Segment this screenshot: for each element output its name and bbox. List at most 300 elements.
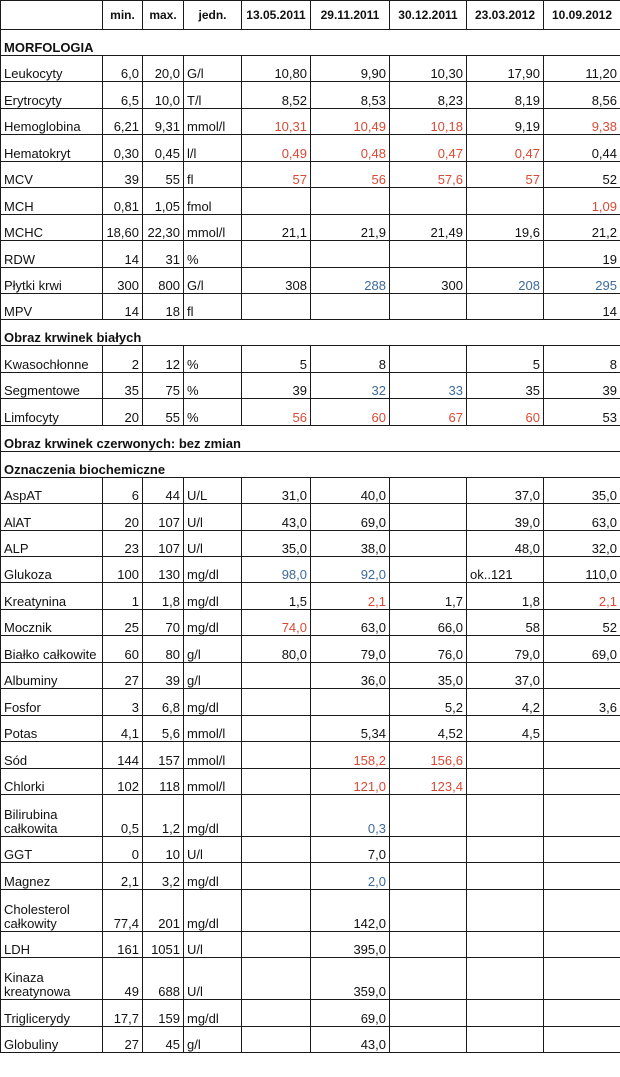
unit-cell: mmol/l xyxy=(184,742,242,768)
test-name-cell: MPV xyxy=(1,293,103,319)
max-value-cell: 55 xyxy=(143,399,184,425)
result-cell: 92,0 xyxy=(311,557,390,583)
result-cell: 359,0 xyxy=(311,958,390,1000)
test-name-cell: Chlorki xyxy=(1,768,103,794)
max-value-cell: 18 xyxy=(143,293,184,319)
max-value-cell: 6,8 xyxy=(143,689,184,715)
max-value-cell: 0,45 xyxy=(143,135,184,161)
max-value-cell: 75 xyxy=(143,372,184,398)
min-value-cell: 14 xyxy=(103,293,143,319)
result-cell: 8,19 xyxy=(467,82,544,108)
max-value-cell: 118 xyxy=(143,768,184,794)
result-cell xyxy=(544,889,620,931)
result-cell: 5,34 xyxy=(311,715,390,741)
unit-cell: U/l xyxy=(184,836,242,862)
min-value-cell: 35 xyxy=(103,372,143,398)
table-row xyxy=(1,82,620,108)
result-cell: 2,1 xyxy=(311,583,390,609)
result-cell: 123,4 xyxy=(390,768,467,794)
unit-cell: g/l xyxy=(184,1026,242,1052)
section-row xyxy=(1,451,620,477)
result-cell xyxy=(390,188,467,214)
result-cell xyxy=(242,742,311,768)
result-cell: 57 xyxy=(242,161,311,187)
result-cell: 31,0 xyxy=(242,477,311,503)
header-row xyxy=(1,1,620,30)
result-cell: 32,0 xyxy=(544,530,620,556)
header-cell: jedn. xyxy=(184,1,242,30)
table-row xyxy=(1,161,620,187)
result-cell: 66,0 xyxy=(390,609,467,635)
max-value-cell: 107 xyxy=(143,504,184,530)
unit-cell: mmol/l xyxy=(184,768,242,794)
table-row xyxy=(1,662,620,688)
result-cell: 56 xyxy=(311,161,390,187)
result-cell xyxy=(242,662,311,688)
max-value-cell: 688 xyxy=(143,958,184,1000)
result-cell: 2,0 xyxy=(311,863,390,889)
result-cell: 21,9 xyxy=(311,214,390,240)
min-value-cell: 4,1 xyxy=(103,715,143,741)
header-cell: min. xyxy=(103,1,143,30)
test-name-cell: Fosfor xyxy=(1,689,103,715)
result-cell: 60 xyxy=(467,399,544,425)
result-cell xyxy=(390,889,467,931)
test-name-cell: Cholesterol całkowity xyxy=(1,889,103,931)
header-cell: 10.09.2012 xyxy=(544,1,620,30)
table-row xyxy=(1,267,620,293)
result-cell: 63,0 xyxy=(544,504,620,530)
table-row xyxy=(1,583,620,609)
table-row xyxy=(1,636,620,662)
result-cell xyxy=(390,346,467,372)
result-cell: 308 xyxy=(242,267,311,293)
result-cell: 156,6 xyxy=(390,742,467,768)
result-cell: 37,0 xyxy=(467,477,544,503)
result-cell: 7,0 xyxy=(311,836,390,862)
section-title: MORFOLOGIA xyxy=(1,30,620,56)
table-row xyxy=(1,1000,620,1026)
result-cell xyxy=(544,662,620,688)
result-cell: 63,0 xyxy=(311,609,390,635)
result-cell: ok..121 xyxy=(467,557,544,583)
test-name-cell: Glukoza xyxy=(1,557,103,583)
result-cell xyxy=(467,241,544,267)
result-cell xyxy=(390,1026,467,1052)
result-cell xyxy=(544,715,620,741)
min-value-cell: 3 xyxy=(103,689,143,715)
result-cell: 1,09 xyxy=(544,188,620,214)
result-cell: 36,0 xyxy=(311,662,390,688)
result-cell xyxy=(390,557,467,583)
min-value-cell: 2 xyxy=(103,346,143,372)
result-cell: 10,31 xyxy=(242,108,311,134)
test-name-cell: RDW xyxy=(1,241,103,267)
result-cell: 11,20 xyxy=(544,56,620,82)
result-cell xyxy=(390,530,467,556)
min-value-cell: 0,30 xyxy=(103,135,143,161)
result-cell xyxy=(544,794,620,836)
result-cell: 4,2 xyxy=(467,689,544,715)
table-row xyxy=(1,609,620,635)
result-cell: 8,23 xyxy=(390,82,467,108)
result-cell xyxy=(467,836,544,862)
test-name-cell: Bilirubina całkowita xyxy=(1,794,103,836)
unit-cell: mg/dl xyxy=(184,689,242,715)
result-cell: 43,0 xyxy=(242,504,311,530)
unit-cell: mg/dl xyxy=(184,889,242,931)
unit-cell: fmol xyxy=(184,188,242,214)
result-cell: 33 xyxy=(390,372,467,398)
test-name-cell: Leukocyty xyxy=(1,56,103,82)
unit-cell: mmol/l xyxy=(184,715,242,741)
min-value-cell: 102 xyxy=(103,768,143,794)
unit-cell: U/L xyxy=(184,477,242,503)
table-row xyxy=(1,477,620,503)
result-cell xyxy=(390,958,467,1000)
test-name-cell: Hemoglobina xyxy=(1,108,103,134)
table-row xyxy=(1,399,620,425)
table-row xyxy=(1,293,620,319)
result-cell: 9,19 xyxy=(467,108,544,134)
result-cell: 69,0 xyxy=(544,636,620,662)
test-name-cell: Mocznik xyxy=(1,609,103,635)
result-cell xyxy=(390,863,467,889)
result-cell: 295 xyxy=(544,267,620,293)
unit-cell: mg/dl xyxy=(184,863,242,889)
test-name-cell: MCH xyxy=(1,188,103,214)
max-value-cell: 9,31 xyxy=(143,108,184,134)
result-cell: 3,6 xyxy=(544,689,620,715)
unit-cell: mg/dl xyxy=(184,794,242,836)
unit-cell: g/l xyxy=(184,636,242,662)
test-name-cell: ALP xyxy=(1,530,103,556)
min-value-cell: 6,5 xyxy=(103,82,143,108)
test-name-cell: Białko całkowite xyxy=(1,636,103,662)
result-cell xyxy=(467,768,544,794)
result-cell xyxy=(390,1000,467,1026)
table-row xyxy=(1,504,620,530)
result-cell: 35,0 xyxy=(390,662,467,688)
result-cell xyxy=(390,931,467,957)
min-value-cell: 27 xyxy=(103,662,143,688)
table-row xyxy=(1,958,620,1000)
result-cell: 121,0 xyxy=(311,768,390,794)
min-value-cell: 161 xyxy=(103,931,143,957)
result-cell: 2,1 xyxy=(544,583,620,609)
result-cell: 9,38 xyxy=(544,108,620,134)
table-row xyxy=(1,836,620,862)
result-cell xyxy=(467,794,544,836)
section-row xyxy=(1,30,620,56)
result-cell: 4,52 xyxy=(390,715,467,741)
result-cell xyxy=(311,689,390,715)
unit-cell: mmol/l xyxy=(184,108,242,134)
result-cell xyxy=(544,836,620,862)
result-cell: 67 xyxy=(390,399,467,425)
result-cell: 158,2 xyxy=(311,742,390,768)
result-cell xyxy=(467,863,544,889)
test-name-cell: AspAT xyxy=(1,477,103,503)
result-cell: 19,6 xyxy=(467,214,544,240)
result-cell: 39 xyxy=(242,372,311,398)
min-value-cell: 77,4 xyxy=(103,889,143,931)
table-row xyxy=(1,214,620,240)
result-cell xyxy=(311,241,390,267)
result-cell: 57,6 xyxy=(390,161,467,187)
table-row xyxy=(1,742,620,768)
table-row xyxy=(1,1026,620,1052)
unit-cell: U/l xyxy=(184,504,242,530)
result-cell: 1,8 xyxy=(467,583,544,609)
max-value-cell: 22,30 xyxy=(143,214,184,240)
result-cell xyxy=(242,293,311,319)
max-value-cell: 800 xyxy=(143,267,184,293)
result-cell xyxy=(467,889,544,931)
table-row xyxy=(1,241,620,267)
max-value-cell: 5,6 xyxy=(143,715,184,741)
result-cell: 142,0 xyxy=(311,889,390,931)
test-name-cell: Potas xyxy=(1,715,103,741)
max-value-cell: 55 xyxy=(143,161,184,187)
result-cell: 110,0 xyxy=(544,557,620,583)
result-cell xyxy=(242,889,311,931)
unit-cell: U/l xyxy=(184,958,242,1000)
result-cell: 56 xyxy=(242,399,311,425)
test-name-cell: LDH xyxy=(1,931,103,957)
table-row xyxy=(1,768,620,794)
result-cell: 1,7 xyxy=(390,583,467,609)
result-cell xyxy=(242,794,311,836)
result-cell: 52 xyxy=(544,609,620,635)
max-value-cell: 20,0 xyxy=(143,56,184,82)
result-cell: 39 xyxy=(544,372,620,398)
unit-cell: % xyxy=(184,241,242,267)
result-cell: 21,1 xyxy=(242,214,311,240)
max-value-cell: 3,2 xyxy=(143,863,184,889)
min-value-cell: 49 xyxy=(103,958,143,1000)
result-cell: 21,2 xyxy=(544,214,620,240)
max-value-cell: 45 xyxy=(143,1026,184,1052)
test-name-cell: MCHC xyxy=(1,214,103,240)
min-value-cell: 25 xyxy=(103,609,143,635)
result-cell: 0,3 xyxy=(311,794,390,836)
result-cell xyxy=(467,742,544,768)
table-row xyxy=(1,889,620,931)
result-cell: 57 xyxy=(467,161,544,187)
unit-cell: g/l xyxy=(184,662,242,688)
header-cell: 30.12.2011 xyxy=(390,1,467,30)
result-cell: 80,0 xyxy=(242,636,311,662)
result-cell: 4,5 xyxy=(467,715,544,741)
min-value-cell: 18,60 xyxy=(103,214,143,240)
result-cell xyxy=(544,863,620,889)
result-cell: 38,0 xyxy=(311,530,390,556)
unit-cell: % xyxy=(184,399,242,425)
min-value-cell: 144 xyxy=(103,742,143,768)
header-cell: max. xyxy=(143,1,184,30)
max-value-cell: 31 xyxy=(143,241,184,267)
table-row xyxy=(1,715,620,741)
result-cell: 35 xyxy=(467,372,544,398)
result-cell xyxy=(311,188,390,214)
min-value-cell: 20 xyxy=(103,399,143,425)
min-value-cell: 6,21 xyxy=(103,108,143,134)
unit-cell: % xyxy=(184,372,242,398)
unit-cell: G/l xyxy=(184,267,242,293)
min-value-cell: 0 xyxy=(103,836,143,862)
result-cell: 5,2 xyxy=(390,689,467,715)
result-cell xyxy=(242,931,311,957)
result-cell xyxy=(467,188,544,214)
unit-cell: G/l xyxy=(184,56,242,82)
test-name-cell: Sód xyxy=(1,742,103,768)
section-row xyxy=(1,425,620,451)
test-name-cell: Globuliny xyxy=(1,1026,103,1052)
result-cell: 21,49 xyxy=(390,214,467,240)
result-cell: 8 xyxy=(544,346,620,372)
min-value-cell: 6 xyxy=(103,477,143,503)
max-value-cell: 12 xyxy=(143,346,184,372)
test-name-cell: Kreatynina xyxy=(1,583,103,609)
test-name-cell: GGT xyxy=(1,836,103,862)
test-name-cell: Triglicerydy xyxy=(1,1000,103,1026)
result-cell xyxy=(544,1026,620,1052)
result-cell xyxy=(467,958,544,1000)
test-name-cell: Hematokryt xyxy=(1,135,103,161)
header-cell: 13.05.2011 xyxy=(242,1,311,30)
unit-cell: U/l xyxy=(184,530,242,556)
result-cell: 10,80 xyxy=(242,56,311,82)
section-title: Obraz krwinek białych xyxy=(1,320,620,346)
result-cell xyxy=(242,715,311,741)
section-title: Obraz krwinek czerwonych: bez zmian xyxy=(1,425,620,451)
result-cell: 0,47 xyxy=(390,135,467,161)
max-value-cell: 1,2 xyxy=(143,794,184,836)
result-cell: 39,0 xyxy=(467,504,544,530)
max-value-cell: 159 xyxy=(143,1000,184,1026)
result-cell xyxy=(242,863,311,889)
result-cell: 79,0 xyxy=(311,636,390,662)
result-cell: 395,0 xyxy=(311,931,390,957)
result-cell xyxy=(390,504,467,530)
table-row xyxy=(1,135,620,161)
test-name-cell: MCV xyxy=(1,161,103,187)
result-cell xyxy=(544,958,620,1000)
result-cell: 60 xyxy=(311,399,390,425)
max-value-cell: 201 xyxy=(143,889,184,931)
table-row xyxy=(1,931,620,957)
header-cell: 29.11.2011 xyxy=(311,1,390,30)
result-cell xyxy=(390,293,467,319)
test-name-cell: Płytki krwi xyxy=(1,267,103,293)
table-row xyxy=(1,557,620,583)
max-value-cell: 10 xyxy=(143,836,184,862)
result-cell: 32 xyxy=(311,372,390,398)
unit-cell: fl xyxy=(184,293,242,319)
result-cell xyxy=(242,768,311,794)
result-cell: 5 xyxy=(467,346,544,372)
max-value-cell: 107 xyxy=(143,530,184,556)
max-value-cell: 70 xyxy=(143,609,184,635)
result-cell xyxy=(242,958,311,1000)
max-value-cell: 39 xyxy=(143,662,184,688)
min-value-cell: 0,5 xyxy=(103,794,143,836)
result-cell xyxy=(242,188,311,214)
unit-cell: % xyxy=(184,346,242,372)
result-cell: 8 xyxy=(311,346,390,372)
result-cell xyxy=(242,836,311,862)
max-value-cell: 157 xyxy=(143,742,184,768)
result-cell xyxy=(390,477,467,503)
result-cell: 0,44 xyxy=(544,135,620,161)
result-cell: 58 xyxy=(467,609,544,635)
min-value-cell: 0,81 xyxy=(103,188,143,214)
result-cell: 35,0 xyxy=(242,530,311,556)
min-value-cell: 60 xyxy=(103,636,143,662)
result-cell: 14 xyxy=(544,293,620,319)
table-row xyxy=(1,689,620,715)
result-cell: 52 xyxy=(544,161,620,187)
table-row xyxy=(1,108,620,134)
result-cell: 10,18 xyxy=(390,108,467,134)
test-name-cell: Segmentowe xyxy=(1,372,103,398)
header-cell-empty xyxy=(1,1,103,30)
result-cell xyxy=(467,293,544,319)
section-title: Oznaczenia biochemiczne xyxy=(1,451,620,477)
unit-cell: mg/dl xyxy=(184,583,242,609)
table-row xyxy=(1,794,620,836)
test-name-cell: Kwasochłonne xyxy=(1,346,103,372)
result-cell: 0,49 xyxy=(242,135,311,161)
table-row xyxy=(1,863,620,889)
result-cell: 43,0 xyxy=(311,1026,390,1052)
result-cell: 19 xyxy=(544,241,620,267)
section-row xyxy=(1,320,620,346)
max-value-cell: 1051 xyxy=(143,931,184,957)
min-value-cell: 20 xyxy=(103,504,143,530)
result-cell xyxy=(390,241,467,267)
result-cell xyxy=(242,689,311,715)
result-cell: 40,0 xyxy=(311,477,390,503)
unit-cell: T/l xyxy=(184,82,242,108)
min-value-cell: 14 xyxy=(103,241,143,267)
unit-cell: fl xyxy=(184,161,242,187)
unit-cell: U/l xyxy=(184,931,242,957)
header-cell: 23.03.2012 xyxy=(467,1,544,30)
result-cell xyxy=(544,931,620,957)
result-cell: 48,0 xyxy=(467,530,544,556)
result-cell: 8,53 xyxy=(311,82,390,108)
table-row xyxy=(1,346,620,372)
result-cell xyxy=(242,1026,311,1052)
result-cell: 8,52 xyxy=(242,82,311,108)
min-value-cell: 1 xyxy=(103,583,143,609)
test-name-cell: AlAT xyxy=(1,504,103,530)
test-name-cell: Limfocyty xyxy=(1,399,103,425)
result-cell: 8,56 xyxy=(544,82,620,108)
min-value-cell: 300 xyxy=(103,267,143,293)
result-cell: 69,0 xyxy=(311,1000,390,1026)
min-value-cell: 39 xyxy=(103,161,143,187)
result-cell: 208 xyxy=(467,267,544,293)
test-name-cell: Kinaza kreatynowa xyxy=(1,958,103,1000)
table-row xyxy=(1,188,620,214)
result-cell: 10,30 xyxy=(390,56,467,82)
result-cell: 17,90 xyxy=(467,56,544,82)
min-value-cell: 6,0 xyxy=(103,56,143,82)
min-value-cell: 27 xyxy=(103,1026,143,1052)
